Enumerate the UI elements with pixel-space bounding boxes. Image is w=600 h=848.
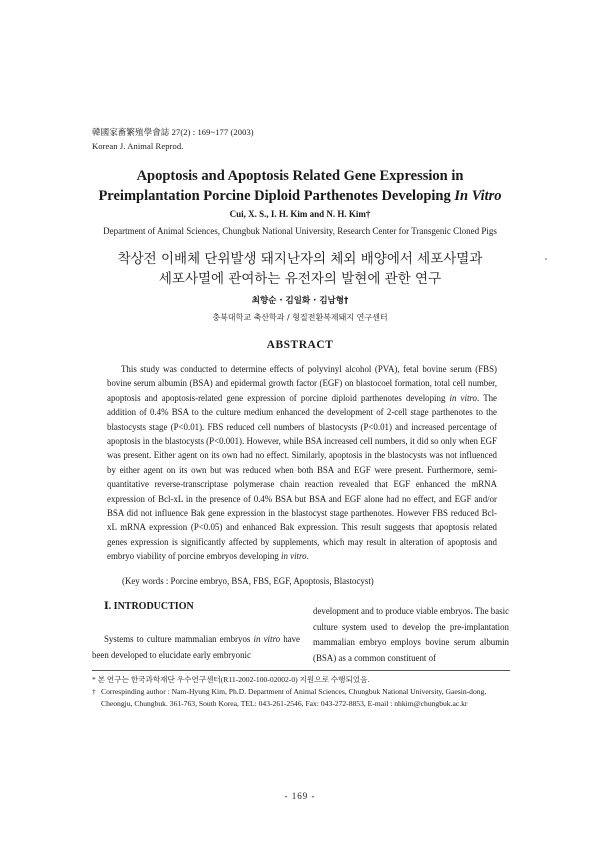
dagger-mark: † [92,687,96,696]
korean-title-line2: 세포사멸에 관여하는 유전자의 발현에 관한 연구 [158,271,442,287]
paper-title-line2 [40,186,560,206]
intro-left-column [92,632,300,663]
authors: Cui, X. S., I. H. Kim and N. H. Kim† [229,209,371,219]
intro-left-italic: in vitro [253,634,281,644]
title-italic: In Vitro [454,188,502,204]
title-text: Preimplantation Porcine Diploid Parthenotes Developing [98,188,455,204]
footnote-divider [92,670,510,671]
intro-left-text-b: have been developed to elucidate early embryonic [92,634,301,660]
korean-title-line1: 착상전 이배체 단위발생 돼지난자의 체외 배양에서 세포사멸과 [117,251,483,267]
journal-citation: 韓國家畜繁殖學會誌 27(2) : 169~177 (2003) [92,127,254,137]
footnote-funding: * 본 연구는 한국과학재단 우수연구센터(R11-2002-100-02002-0) 지원으로 수행되었음. [92,675,370,684]
keywords: (Key words : Porcine embryo, BSA, FBS, EGF, Apoptosis, Blastocyst) [122,576,374,586]
footnote-corresponding-author [92,686,512,709]
abstract-text-3: . [306,551,309,562]
footnote-author-text: Correspinding author : Nam-Hyung Kim, Ph.D. Department of Animal Sciences, Chungbuk National University, Gaesin-dong, Cheongju, Chungbuk. 361-763, South Korea, TEL: 043-261-2546, Fax: 043-272-8853, E-mail : nhkim@chungbuk.ac.kr [101,687,487,708]
abstract-italic-1: in vitro [449,392,477,403]
paper-title-line1: Apoptosis and Apoptosis Related Gene Expression in [136,168,464,184]
affiliation: Department of Animal Sciences, Chungbuk National University, Research Center for Transgenic Cloned Pigs [103,226,497,236]
korean-authors: 최향순 · 김일화 · 김남형† [251,296,349,306]
intro-left-text-a: Systems to culture mammalian embryos [104,634,254,644]
abstract-body [107,362,497,564]
korean-affiliation: 충북대학교 축산학과 / 형질전환복제돼지 연구센터 [212,313,388,322]
abstract-text-1: This study was conducted to determine effects of polyvinyl alcohol (PVA), fetal bovine serum (FBS) bovine serum albumin (BSA) and epidermal growth factor (EGF) on blastocoel formation, total cell number, apoptosis and apoptosis-related gene expression of porcine diploid parthenotes developing [107,364,497,403]
intro-right-column: development and to produce viable embryos. The basic culture system used to develop the pre-implantation mammalian embryo employs bovine serum albumin (BSA) as a common constituent of [313,606,510,663]
abstract-heading: ABSTRACT [266,339,334,351]
section-heading-introduction: Ⅰ. INTRODUCTION [104,601,194,612]
abstract-italic-2: in vitro [281,551,307,562]
page-number: - 169 - [284,791,316,801]
scan-speck [545,258,547,260]
journal-name: Korean J. Animal Reprod. [92,141,184,151]
abstract-text-2: . The addition of 0.4% BSA to the culture medium enhanced the development of 2-cell stage parthenotes to the blastocysts stage (P<0.01). FBS reduced cell numbers of blastocysts (P<0.01) and increased percentage of apoptosis in the blastocysts (P<0.001). However, while BSA increased cell numbers, it did so only when EGF was present. Either agent on its own had no effect. Similarly, apoptosis in the blastocysts was not influenced by either agent on its own but was reduced when both BSA and EGF were present. Furthermore, semi-quantitative reverse-transcriptase polymerase chain reaction revealed that EGF enhanced the mRNA expression of Bcl-xL in the presence of 0.4% BSA but BSA and EGF alone had no effect, and EGF and/or BSA did not influence Bak gene expression in the blastocyst stage parthenotes. However FBS reduced Bcl-xL mRNA expression (P<0.05) and enhanced Bak expression. This result suggests that apoptosis related genes expression is significantly affected by supplements, which may result in alteration of apoptosis and embryo viability of porcine embryos developing [107,392,497,562]
journal-header [92,125,254,153]
